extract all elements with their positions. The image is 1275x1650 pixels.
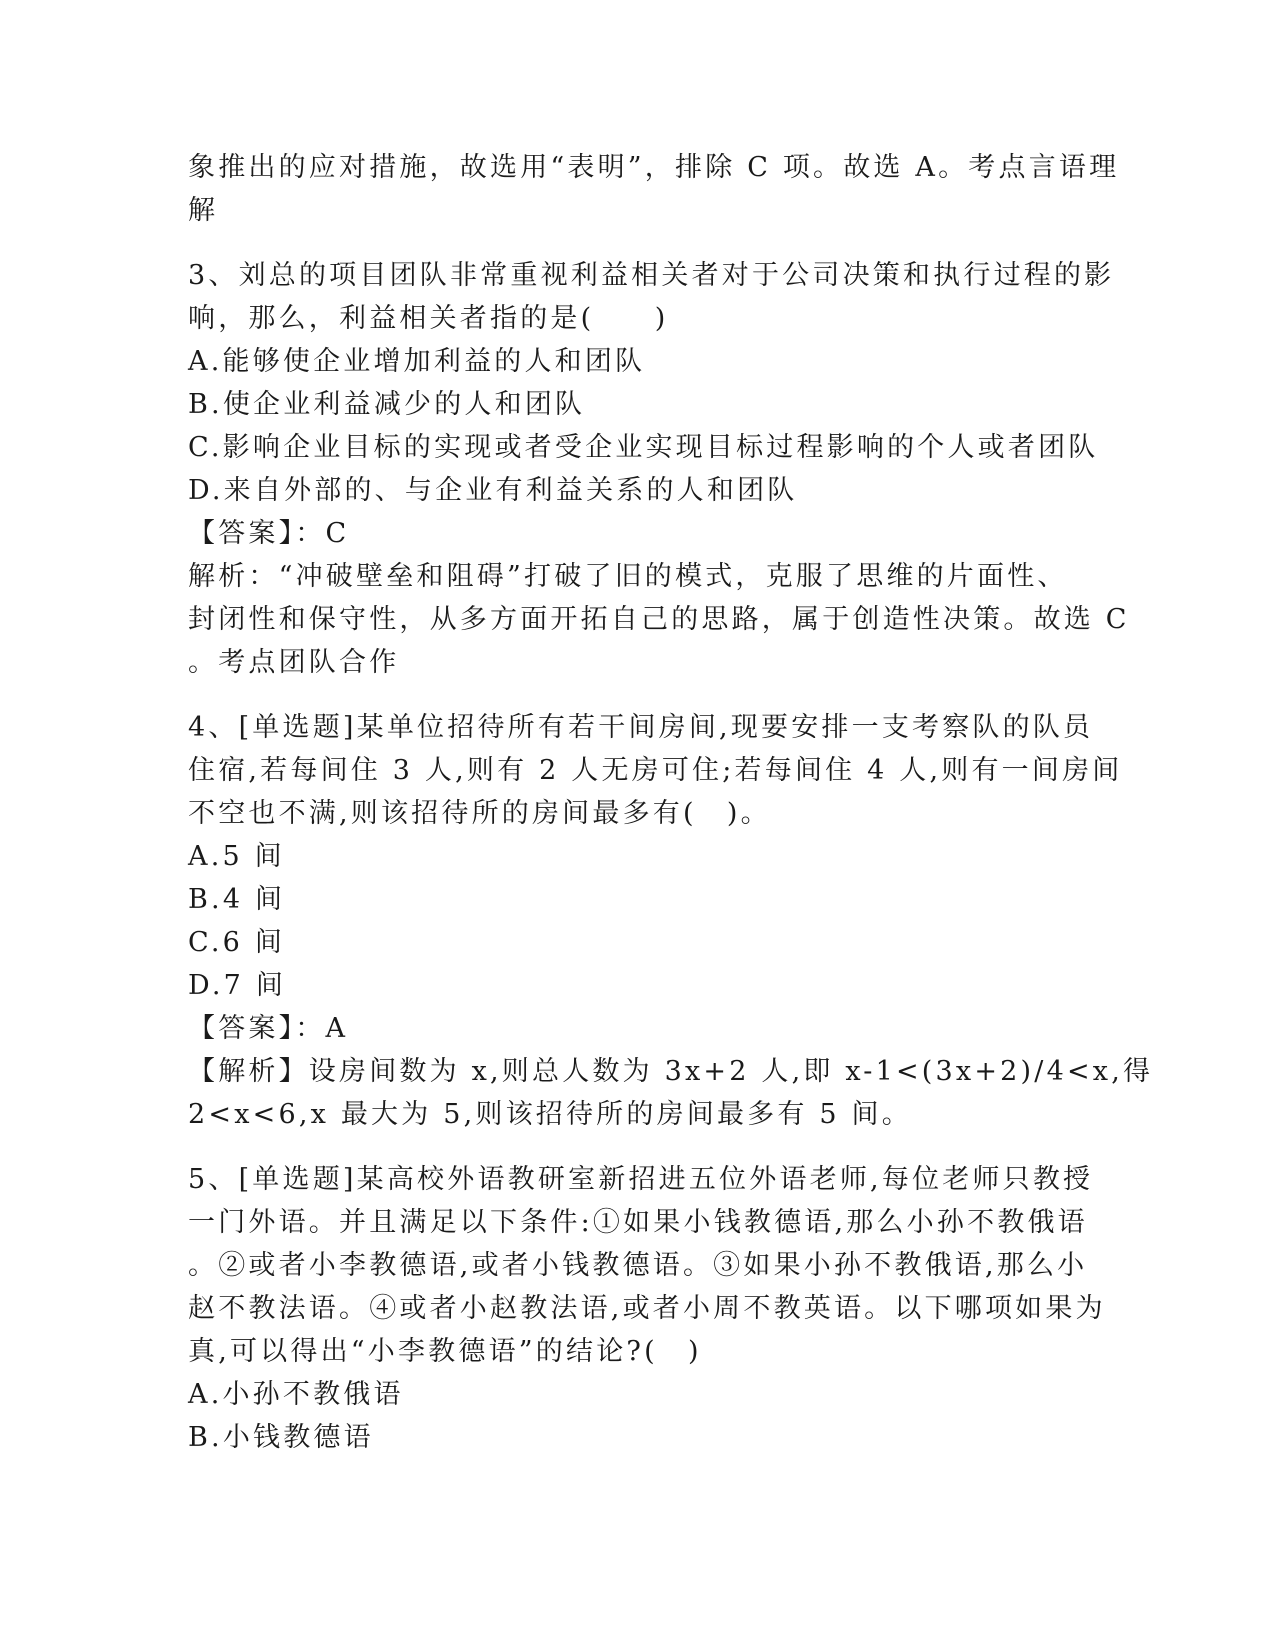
question-text: 一门外语。并且满足以下条件:①如果小钱教德语,那么小孙不教俄语 bbox=[188, 1207, 1088, 1238]
question-3 bbox=[188, 254, 1130, 684]
text-line: 象推出的应对措施，故选用“表明”，排除 C 项。故选 A。考点言语理 bbox=[188, 152, 1120, 183]
option-c: C.影响企业目标的实现或者受企业实现目标过程影响的个人或者团队 bbox=[188, 432, 1099, 463]
option-b: B.小钱教德语 bbox=[188, 1422, 374, 1453]
option-a: A.能够使企业增加利益的人和团队 bbox=[188, 346, 646, 377]
question-text: 4、[单选题]某单位招待所有若干间房间,现要安排一支考察队的队员 bbox=[188, 712, 1094, 743]
block-prev-explanation bbox=[188, 146, 1120, 232]
question-text: 3、刘总的项目团队非常重视利益相关者对于公司决策和执行过程的影 bbox=[188, 260, 1115, 291]
explanation: 。考点团队合作 bbox=[188, 647, 400, 678]
option-b: B.使企业利益减少的人和团队 bbox=[188, 389, 586, 420]
question-5 bbox=[188, 1158, 1106, 1459]
explanation: 2<x<6,x 最大为 5,则该招待所的房间最多有 5 间。 bbox=[188, 1099, 912, 1130]
question-text: 赵不教法语。④或者小赵教法语,或者小周不教英语。以下哪项如果为 bbox=[188, 1293, 1106, 1324]
option-d: D.来自外部的、与企业有利益关系的人和团队 bbox=[188, 475, 798, 506]
question-text: 住宿,若每间住 3 人,则有 2 人无房可住;若每间住 4 人,则有一间房间 bbox=[188, 755, 1123, 786]
option-a: A.小孙不教俄语 bbox=[188, 1379, 404, 1410]
question-text: 。②或者小李教德语,或者小钱教德语。③如果小孙不教俄语,那么小 bbox=[188, 1250, 1088, 1281]
question-4 bbox=[188, 706, 1154, 1136]
option-a: A.5 间 bbox=[188, 841, 285, 872]
text-line: 解 bbox=[188, 195, 219, 226]
explanation: 封闭性和保守性，从多方面开拓自己的思路，属于创造性决策。故选 C bbox=[188, 604, 1130, 635]
question-text: 响，那么，利益相关者指的是( ) bbox=[188, 303, 669, 334]
answer: 【答案】：A bbox=[188, 1013, 349, 1044]
question-text: 5、[单选题]某高校外语教研室新招进五位外语老师,每位老师只教授 bbox=[188, 1164, 1094, 1195]
question-text: 不空也不满,则该招待所的房间最多有( )。 bbox=[188, 798, 771, 829]
explanation: 【解析】设房间数为 x,则总人数为 3x+2 人,即 x-1<(3x+2)/4<x,得 bbox=[188, 1056, 1154, 1087]
question-text: 真,可以得出“小李教德语”的结论?( ) bbox=[188, 1336, 702, 1367]
document-page bbox=[188, 146, 1154, 1459]
explanation: 解析：“冲破壁垒和阻碍”打破了旧的模式，克服了思维的片面性、 bbox=[188, 561, 1068, 592]
option-c: C.6 间 bbox=[188, 927, 286, 958]
option-d: D.7 间 bbox=[188, 970, 287, 1001]
option-b: B.4 间 bbox=[188, 884, 286, 915]
answer: 【答案】：C bbox=[188, 518, 350, 549]
